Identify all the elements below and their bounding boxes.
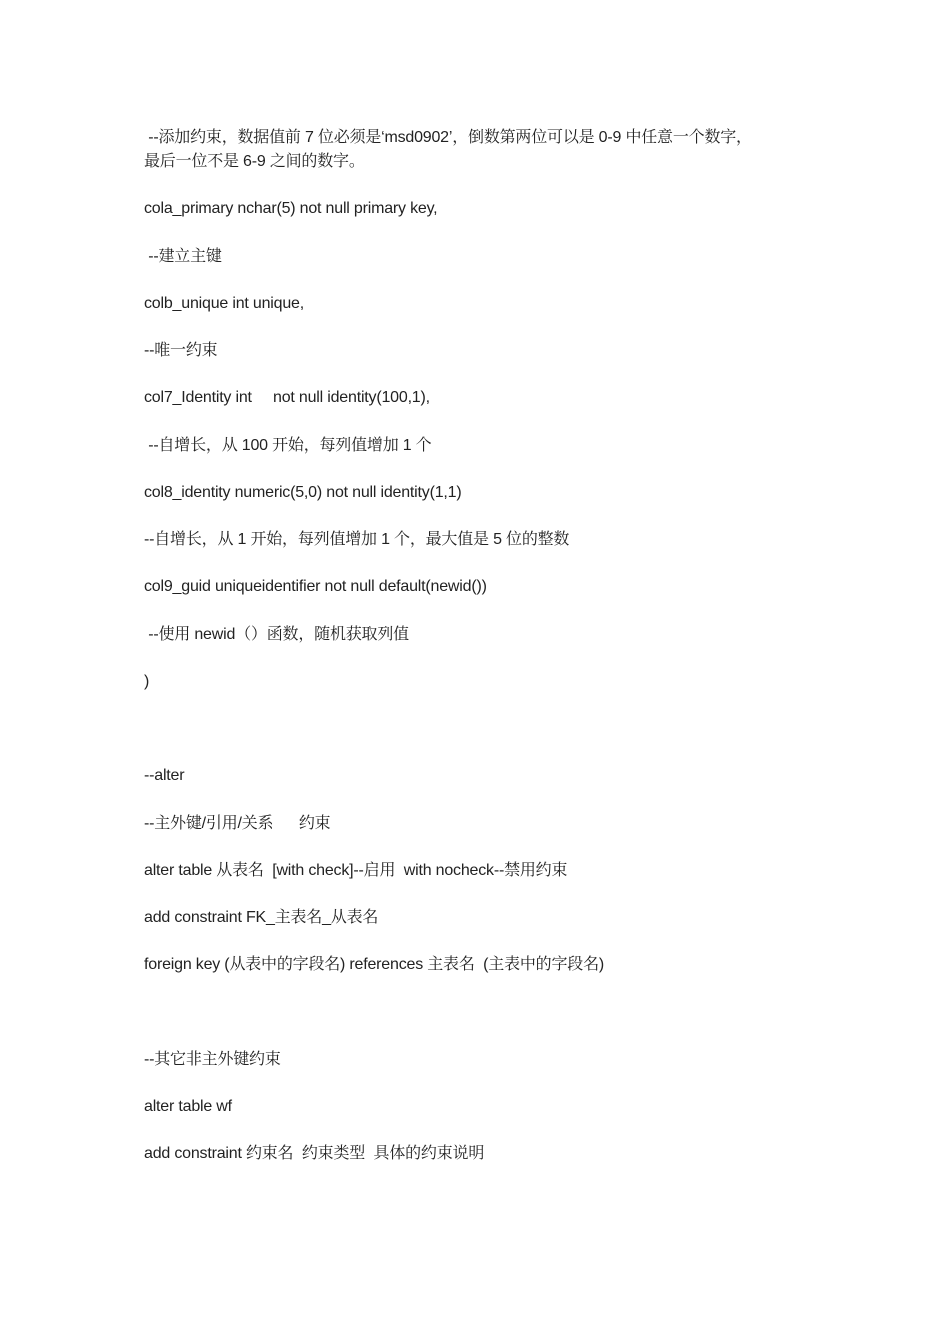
code-col9-guid: col9_guid uniqueidentifier not null default(newid()) bbox=[144, 578, 487, 595]
code-foreign-key-references: foreign key (从表中的字段名) references 主表名 (主表中的字段名) bbox=[144, 956, 604, 973]
comment-foreign-key: --主外键/引用/关系 约束 bbox=[144, 815, 331, 832]
code-cola-primary: cola_primary nchar(5) not null primary key, bbox=[144, 200, 438, 217]
code-add-constraint-fk: add constraint FK_主表名_从表名 bbox=[144, 909, 379, 926]
comment-identity-1: --自增长，从 1 开始，每列值增加 1 个，最大值是 5 位的整数 bbox=[144, 531, 570, 548]
comment-alter: --alter bbox=[144, 767, 185, 784]
code-colb-unique: colb_unique int unique, bbox=[144, 295, 304, 312]
code-alter-table-wf: alter table wf bbox=[144, 1098, 232, 1115]
comment-constraint-line-2: 最后一位不是 6-9 之间的数字。 bbox=[144, 153, 365, 170]
comment-unique: --唯一约束 bbox=[144, 342, 218, 359]
code-add-constraint-generic: add constraint 约束名 约束类型 具体的约束说明 bbox=[144, 1145, 485, 1162]
comment-identity-100: --自增长，从 100 开始，每列值增加 1 个 bbox=[144, 437, 432, 454]
code-col8-identity: col8_identity numeric(5,0) not null identity(1,1) bbox=[144, 484, 462, 501]
code-col7-identity: col7_Identity int not null identity(100,1), bbox=[144, 389, 430, 406]
comment-other-constraints: --其它非主外键约束 bbox=[144, 1051, 281, 1068]
comment-newid: --使用 newid（）函数，随机获取列值 bbox=[144, 626, 409, 643]
code-close-paren: ) bbox=[144, 673, 150, 690]
code-alter-table-child: alter table 从表名 [with check]--启用 with nocheck--禁用约束 bbox=[144, 862, 568, 879]
comment-primary-key: --建立主键 bbox=[144, 248, 222, 265]
comment-constraint-line-1: --添加约束，数据值前 7 位必须是‘msd0902’，倒数第两位可以是 0-9 中任意一个数字， bbox=[144, 129, 752, 146]
